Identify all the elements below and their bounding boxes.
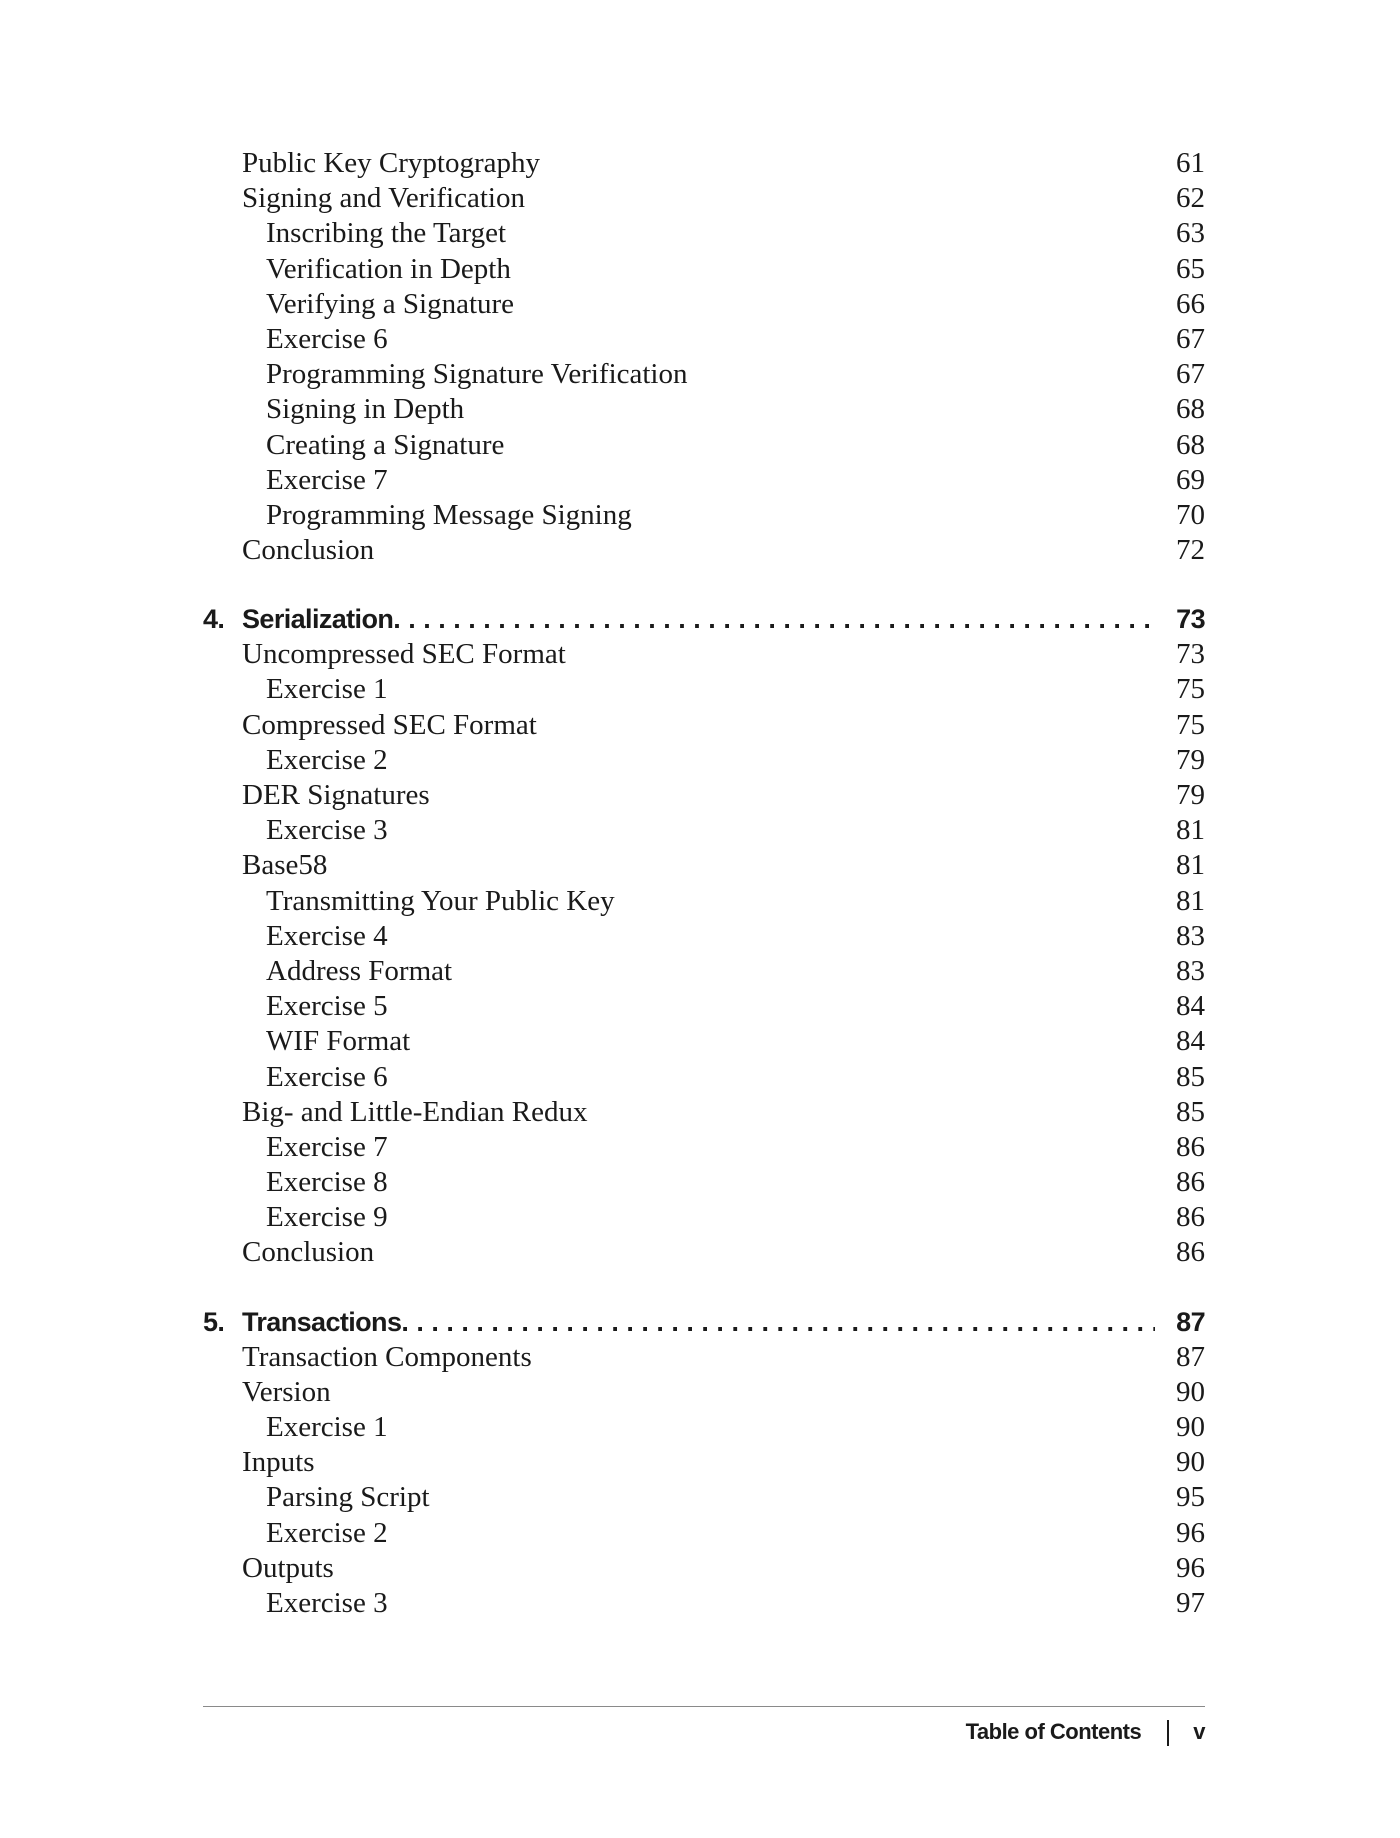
entry-page-number: 66: [1176, 287, 1205, 320]
toc-subsection-entry[interactable]: [203, 287, 1205, 322]
entry-title: Exercise 3: [266, 1586, 388, 1619]
entry-title: Outputs: [242, 1551, 334, 1584]
entry-title: Conclusion: [242, 534, 375, 567]
entry-page-number: 96: [1176, 1516, 1205, 1549]
toc-subsection-entry[interactable]: [203, 252, 1205, 287]
entry-title: Inputs: [242, 1446, 315, 1479]
entry-page-number: 90: [1176, 1375, 1205, 1408]
toc-subsection-entry[interactable]: [203, 672, 1205, 707]
entry-page-number: 79: [1176, 779, 1205, 811]
footer-page-number: v: [1193, 1719, 1205, 1744]
chapter-title: Transactions: [242, 1306, 402, 1337]
entry-title: Exercise 5: [266, 990, 388, 1023]
toc-subsection-entry[interactable]: [203, 1130, 1205, 1165]
toc-section-entry[interactable]: [203, 181, 1205, 216]
table-of-contents: [203, 146, 1205, 1621]
toc-subsection-entry[interactable]: [203, 919, 1205, 954]
entry-title: Conclusion: [242, 1236, 375, 1269]
entry-title: Version: [242, 1375, 331, 1408]
chapter-title-leader: [242, 601, 1155, 637]
toc-subsection-entry[interactable]: [203, 322, 1205, 357]
entry-page-number: 90: [1176, 1411, 1205, 1443]
entry-page-number: 86: [1176, 1236, 1205, 1269]
toc-subsection-entry[interactable]: [203, 813, 1205, 848]
entry-page-number: 63: [1176, 217, 1205, 250]
entry-page-number: 85: [1176, 1060, 1205, 1093]
entry-page-number: 68: [1176, 393, 1205, 426]
toc-chapter-entry[interactable]: [203, 601, 1205, 637]
entry-title: Transaction Components: [242, 1340, 532, 1373]
entry-page-number: 83: [1176, 954, 1205, 987]
entry-page-number: 70: [1176, 498, 1205, 531]
footer-separator: [1167, 1720, 1169, 1746]
entry-page-number: 83: [1176, 919, 1205, 952]
footer-section-title: Table of Contents: [965, 1719, 1142, 1744]
toc-chapter-entry[interactable]: [203, 1304, 1205, 1340]
entry-title: Compressed SEC Format: [242, 708, 537, 741]
entry-page-number: 86: [1176, 1130, 1205, 1163]
toc-subsection-entry[interactable]: [203, 1200, 1205, 1235]
entry-title: Exercise 7: [266, 463, 388, 496]
entry-title: Programming Message Signing: [266, 498, 632, 531]
entry-title: Exercise 2: [266, 743, 388, 776]
toc-section-entry[interactable]: [203, 708, 1205, 743]
entry-title: Parsing Script: [266, 1481, 430, 1514]
entry-title: Exercise 1: [266, 673, 388, 706]
entry-page-number: 75: [1176, 708, 1205, 741]
entry-page-number: 86: [1176, 1201, 1205, 1234]
toc-subsection-entry[interactable]: [203, 954, 1205, 989]
entry-page-number: 67: [1176, 358, 1205, 391]
entry-page-number: 68: [1176, 428, 1205, 461]
toc-subsection-entry[interactable]: [203, 1165, 1205, 1200]
toc-section-entry[interactable]: [203, 1235, 1205, 1270]
entry-title: Inscribing the Target: [266, 217, 507, 250]
toc-subsection-entry[interactable]: [203, 989, 1205, 1024]
entry-page-number: 79: [1176, 743, 1205, 776]
entry-title: Address Format: [266, 954, 453, 987]
footer-rule: [203, 1706, 1205, 1707]
entry-title: WIF Format: [266, 1025, 411, 1058]
entry-title: Verification in Depth: [266, 252, 511, 285]
toc-section-entry[interactable]: [203, 1551, 1205, 1586]
entry-title: Exercise 7: [266, 1130, 388, 1163]
toc-section-entry[interactable]: [203, 1445, 1205, 1480]
entry-title: Exercise 4: [266, 919, 388, 952]
toc-subsection-entry[interactable]: [203, 1410, 1205, 1445]
entry-title: Exercise 6: [266, 322, 388, 355]
toc-subsection-entry[interactable]: [203, 357, 1205, 392]
entry-title: Programming Signature Verification: [266, 358, 688, 391]
entry-title: Signing in Depth: [266, 393, 465, 426]
entry-page-number: 90: [1176, 1446, 1205, 1479]
entry-page-number: 75: [1176, 673, 1205, 706]
entry-page-number: 87: [1176, 1340, 1205, 1373]
entry-page-number: 81: [1176, 884, 1205, 917]
entry-page-number: 65: [1176, 252, 1205, 285]
toc-section-entry[interactable]: [203, 146, 1205, 181]
toc-subsection-entry[interactable]: [203, 1516, 1205, 1551]
entry-title: Exercise 6: [266, 1060, 388, 1093]
entry-title: DER Signatures: [242, 779, 430, 811]
entry-title: Exercise 2: [266, 1516, 388, 1549]
toc-section-entry[interactable]: [203, 1095, 1205, 1130]
entry-page-number: 67: [1176, 322, 1205, 355]
toc-subsection-entry[interactable]: [203, 1480, 1205, 1515]
toc-subsection-entry[interactable]: [203, 216, 1205, 251]
toc-subsection-entry[interactable]: [203, 1586, 1205, 1621]
toc-subsection-entry[interactable]: [203, 743, 1205, 778]
entry-page-number: 73: [1176, 638, 1205, 671]
entry-title: Public Key Cryptography: [242, 147, 541, 179]
toc-section-entry[interactable]: [203, 637, 1205, 672]
entry-page-number: 85: [1176, 1095, 1205, 1128]
entry-page-number: 97: [1176, 1586, 1205, 1619]
entry-title: Base58: [242, 849, 328, 882]
entry-title: Uncompressed SEC Format: [242, 638, 566, 671]
toc-section-entry[interactable]: [203, 1340, 1205, 1375]
entry-page-number: 62: [1176, 182, 1205, 215]
entry-title: Verifying a Signature: [266, 287, 515, 320]
running-footer: [966, 1714, 1205, 1750]
entry-page-number: 61: [1176, 147, 1205, 179]
entry-page-number: 95: [1176, 1481, 1205, 1514]
entry-title: Transmitting Your Public Key: [266, 884, 615, 917]
toc-subsection-entry[interactable]: [203, 392, 1205, 427]
entry-page-number: 86: [1176, 1166, 1205, 1199]
chapter-number: 5.: [203, 1306, 225, 1337]
entry-title: Exercise 1: [266, 1411, 388, 1443]
entry-page-number: 96: [1176, 1551, 1205, 1584]
toc-section-entry[interactable]: [203, 1375, 1205, 1410]
chapter-number: 4.: [203, 604, 225, 635]
toc-subsection-entry[interactable]: [203, 1060, 1205, 1095]
entry-title: Signing and Verification: [242, 182, 525, 215]
toc-subsection-entry[interactable]: [203, 463, 1205, 498]
entry-title: Exercise 9: [266, 1201, 388, 1234]
entry-page-number: 81: [1176, 849, 1205, 882]
chapter-title-leader: [242, 1304, 1155, 1340]
entry-page-number: 72: [1176, 534, 1205, 567]
entry-title: Exercise 3: [266, 814, 388, 847]
toc-subsection-entry[interactable]: [203, 884, 1205, 919]
entry-page-number: 81: [1176, 814, 1205, 847]
entry-page-number: 84: [1176, 990, 1205, 1023]
toc-section-entry[interactable]: [203, 848, 1205, 883]
entry-title: Big- and Little-Endian Redux: [242, 1095, 588, 1128]
chapter-title: Serialization: [242, 604, 394, 635]
toc-subsection-entry[interactable]: [203, 428, 1205, 463]
toc-subsection-entry[interactable]: [203, 1024, 1205, 1059]
toc-section-entry[interactable]: [203, 533, 1205, 568]
toc-section-entry[interactable]: [203, 778, 1205, 813]
chapter-page-number: 87: [1176, 1306, 1205, 1337]
entry-title: Creating a Signature: [266, 428, 505, 461]
toc-subsection-entry[interactable]: [203, 498, 1205, 533]
entry-title: Exercise 8: [266, 1166, 388, 1199]
entry-page-number: 69: [1176, 463, 1205, 496]
chapter-page-number: 73: [1176, 604, 1205, 635]
entry-page-number: 84: [1176, 1025, 1205, 1058]
